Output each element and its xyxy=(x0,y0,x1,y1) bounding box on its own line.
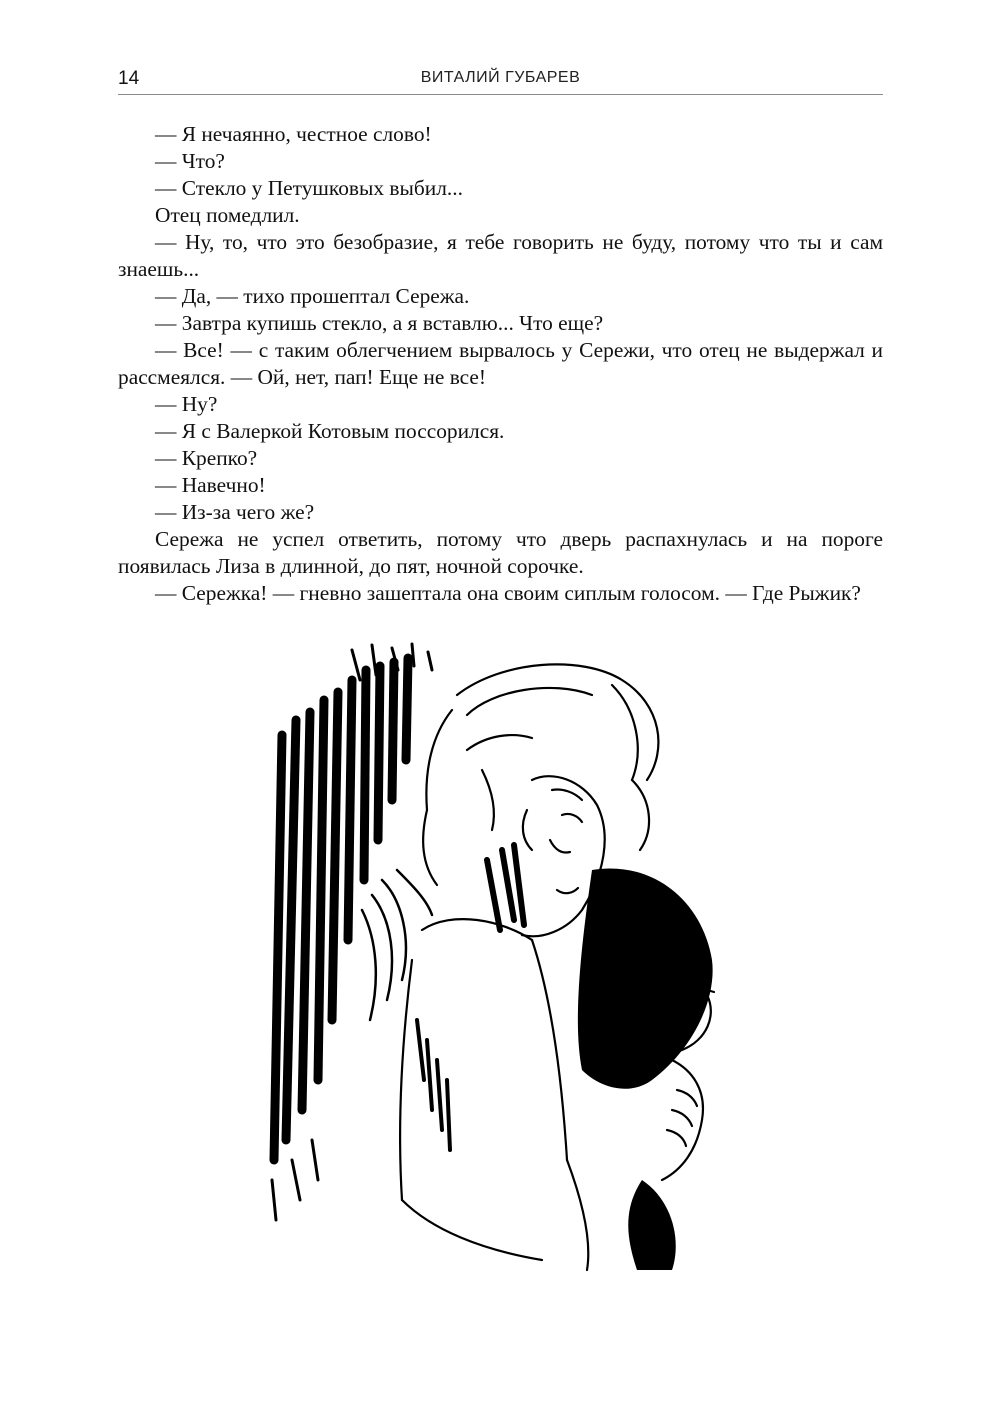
paragraph: — Да, — тихо прошептал Сережа. xyxy=(155,284,470,308)
door-hatching xyxy=(274,658,408,1160)
paragraph: — Я нечаянно, честное слово! xyxy=(155,122,432,146)
hand-lines xyxy=(662,1060,703,1180)
header-rule xyxy=(118,94,883,95)
paragraph: Отец помедлил. xyxy=(155,203,300,227)
paragraph: — Я с Валеркой Котовым поссорился. xyxy=(155,419,505,443)
nightgown-shading xyxy=(417,1020,450,1150)
paragraph: — Навечно! xyxy=(155,473,266,497)
paragraph: — Завтра купишь стекло, а я вставлю... Что еще? xyxy=(155,311,604,335)
sleeve-shadow xyxy=(628,1180,676,1270)
face-shadow xyxy=(487,845,524,930)
paragraph: — Ну, то, что это безобразие, я тебе говорить не буду, потому что ты и сам знаешь... xyxy=(118,230,883,281)
paragraph: — Что? xyxy=(155,149,225,173)
braid-lines xyxy=(362,870,432,1020)
nightgown-lines xyxy=(400,919,588,1270)
illustration-girl-with-kitten xyxy=(252,640,752,1280)
body-text xyxy=(118,121,883,607)
dark-mass xyxy=(578,868,713,1088)
page-number: 14 xyxy=(118,68,140,89)
paragraph: — Из-за чего же? xyxy=(155,500,315,524)
paragraph: — Ну? xyxy=(155,392,218,416)
paragraph: Сережа не успел ответить, потому что дверь распахнулась и на пороге появилась Лиза в длинной, до пят, ночной сорочке. xyxy=(118,527,883,578)
paragraph: — Крепко? xyxy=(155,446,258,470)
author-name: ВИТАЛИЙ ГУБАРЕВ xyxy=(420,69,581,86)
hair-lines xyxy=(423,664,658,885)
running-head xyxy=(118,66,883,96)
paragraph: — Стекло у Петушковых выбил... xyxy=(155,176,463,200)
paragraph: — Все! — с таким облегчением вырвалось у Сережи, что отец не выдержал и рассмеялся. — Ой, нет, пап! Еще не все! xyxy=(118,338,883,389)
paragraph: — Сережка! — гневно зашептала она своим сиплым голосом. — Где Рыжик? xyxy=(155,581,861,605)
